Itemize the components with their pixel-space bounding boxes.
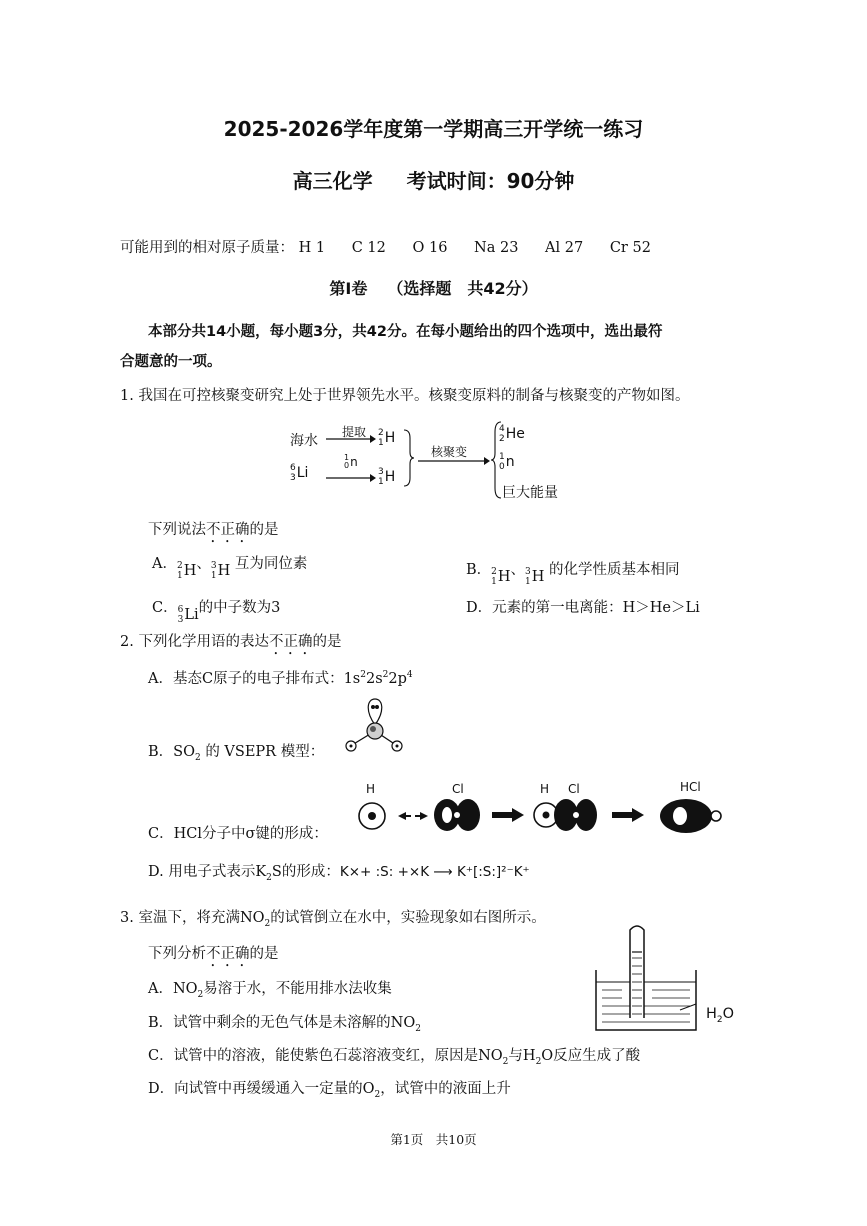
hcl-sigma-diagram xyxy=(352,780,732,836)
q1-option-c-label: C． xyxy=(152,600,178,616)
deuterium-mass: 2 xyxy=(378,428,384,438)
deuterium-symbol xyxy=(378,428,395,448)
q3-a-sub: 2 xyxy=(197,989,204,1000)
q3-prompt-emph: 不正确 xyxy=(206,946,250,962)
q1-option-a-label: A． xyxy=(152,556,177,572)
overlap-arrow-2 xyxy=(612,808,644,822)
q2-option-b[interactable] xyxy=(148,740,324,761)
q3-option-a[interactable] xyxy=(148,977,392,998)
q2-a-sup2: 2 xyxy=(382,670,389,681)
product-neutron-letter: n xyxy=(505,454,515,470)
atomic-mass-item: O 16 xyxy=(412,240,448,256)
hcl-label: HCl xyxy=(680,780,701,794)
q2-a-text: A．基态C原子的电子排布式：1s xyxy=(148,671,361,687)
neutron-atomic: 0 xyxy=(344,461,350,470)
atomic-mass-item: Cr 52 xyxy=(609,240,651,256)
beaker xyxy=(596,970,696,1030)
q1-option-b-label: B． xyxy=(466,562,492,578)
hcl-sigma-orbital xyxy=(658,796,724,834)
q2-option-a[interactable] xyxy=(148,667,413,688)
helium-letter: He xyxy=(505,426,525,442)
reactant-brace xyxy=(402,428,414,488)
water-label-sub: 2 xyxy=(716,1014,723,1025)
q1-option-c[interactable] xyxy=(152,596,280,625)
q1-option-d[interactable]: D．元素的第一电离能：H＞He＞Li xyxy=(466,600,700,616)
q1-option-c-tail: 的中子数为3 xyxy=(198,600,281,616)
q1-option-a[interactable]: A． 2 1 H 、 3 1 H 互为同位素 xyxy=(152,556,308,581)
q3-b-sub: 2 xyxy=(415,1023,421,1034)
exam-time: 考试时间：90分钟 xyxy=(406,169,575,193)
deuterium-atomic: 1 xyxy=(378,438,384,448)
q3-prompt-pre: 下列分析 xyxy=(148,946,206,962)
cl-label: Cl xyxy=(452,782,464,796)
h-label: H xyxy=(366,782,376,796)
q1-b-h2-letter: H xyxy=(497,569,511,585)
exam-title: 2025-2026学年度第一学期高三开学统一练习 xyxy=(223,117,644,141)
oxygen-core xyxy=(396,745,399,748)
q2-a-sup3: 4 xyxy=(406,670,413,681)
exam-subtitle xyxy=(0,165,867,194)
q3-c-sub: 2 xyxy=(502,1056,509,1067)
q1-option-c-lithium xyxy=(178,605,199,625)
product-neutron-symbol xyxy=(499,452,515,472)
lithium-mass: 6 xyxy=(290,463,296,473)
water-label-pointer xyxy=(680,1004,696,1010)
lithium-symbol xyxy=(290,463,308,483)
atomic-masses-label: 可能用到的相对原子质量： xyxy=(120,240,294,256)
q2-stem-emph: 不正确 xyxy=(268,634,313,650)
q2-b-sub: 2 xyxy=(194,752,201,763)
seawater-label: 海水 xyxy=(290,433,318,449)
fusion-arrow xyxy=(418,456,490,466)
section-subtitle: （选择题 共42分） xyxy=(387,279,538,298)
q1-a-h2-atomic: 1 xyxy=(176,571,183,581)
q3-stem xyxy=(120,906,546,927)
cl-label-overlap: Cl xyxy=(568,782,580,796)
q2-option-d[interactable] xyxy=(148,860,530,881)
atomic-mass-item: H 1 xyxy=(298,240,326,256)
oxygen-core xyxy=(350,745,353,748)
q2-a-mid2: 2p xyxy=(388,671,407,687)
q1-b-h2-mass: 2 xyxy=(491,567,497,577)
q1-option-b-deuterium xyxy=(491,567,510,587)
q2-stem-post: 的是 xyxy=(312,634,342,650)
q2-stem xyxy=(120,630,341,658)
q1-a-h2-letter: H xyxy=(183,563,197,579)
subject-name: 高三化学 xyxy=(292,169,373,193)
overlap-arrow-1 xyxy=(492,808,524,822)
q1-option-a-tail: 互为同位素 xyxy=(234,556,308,572)
energy-label: 巨大能量 xyxy=(502,485,558,501)
q3-d-pre: D．向试管中再缓缓通入一定量的O xyxy=(148,1081,375,1097)
lithium-atomic: 3 xyxy=(290,473,296,483)
q3-c-sub2: 2 xyxy=(535,1056,542,1067)
cl-orbital xyxy=(432,796,482,834)
q1-b-h3-atomic: 1 xyxy=(525,577,531,587)
q1-option-b-tail: 的化学性质基本相同 xyxy=(549,562,680,578)
q2-b-pre: B．SO xyxy=(148,744,195,760)
atomic-mass-item: Al 27 xyxy=(545,240,584,256)
q2-a-mid1: 2s xyxy=(365,671,383,687)
q1-prompt-post: 的是 xyxy=(249,522,279,538)
neutron-mass: 1 xyxy=(344,453,350,462)
neutron-symbol xyxy=(344,454,358,470)
q1-fusion-diagram xyxy=(286,418,586,503)
page-number: 第1页 共10页 xyxy=(390,1132,477,1147)
lithium-letter: Li xyxy=(296,465,309,481)
q3-c-mid: 与H xyxy=(508,1048,536,1064)
q3-option-b[interactable] xyxy=(148,1011,421,1032)
q3-option-c[interactable] xyxy=(148,1044,640,1065)
test-tube xyxy=(630,926,644,1018)
so2-vsepr-model xyxy=(340,695,410,757)
section-instructions-1: 本部分共14小题，每小题3分，共42分。在每小题给出的四个选项中，选出最符 xyxy=(148,324,663,340)
q2-stem-pre: 2. 下列化学用语的表达 xyxy=(120,634,269,650)
atomic-mass-item: C 12 xyxy=(351,240,386,256)
q1-b-h3-mass: 3 xyxy=(525,567,531,577)
q3-d-sub: 2 xyxy=(374,1089,381,1100)
inverted-test-tube-apparatus xyxy=(592,920,712,1036)
q3-prompt-post: 的是 xyxy=(249,946,279,962)
q1-b-h3-letter: H xyxy=(531,569,545,585)
lone-pair-lobe xyxy=(368,699,382,725)
k2s-electron-formula: K×+ :S: +×K ⟶ K⁺[:S:]²⁻K⁺ xyxy=(339,864,530,880)
q1-option-a-tritium xyxy=(211,561,230,581)
q1-stem: 1. 我国在可控核聚变研究上处于世界领先水平。核聚变原料的制备与核聚变的产物如图。 xyxy=(120,388,690,404)
helium-atomic: 2 xyxy=(499,434,505,444)
tritium-letter: H xyxy=(384,469,396,485)
extract-arrow xyxy=(326,434,376,444)
neutron-letter: n xyxy=(350,455,358,469)
helium-mass: 4 xyxy=(499,424,505,434)
q1-option-b[interactable]: B． 2 1 H 、 3 1 H 的化学性质基本相同 xyxy=(466,562,680,587)
q1-option-a-deuterium xyxy=(177,561,196,581)
q2-d-pre: D. 用电子式表示K xyxy=(148,864,267,880)
q1-option-b-tritium xyxy=(525,567,544,587)
extract-label: 提取 xyxy=(342,425,367,439)
tritium-symbol xyxy=(378,467,395,487)
q1-c-li-letter: Li xyxy=(184,607,199,623)
tritium-mass: 3 xyxy=(378,467,384,477)
q3-prompt xyxy=(148,942,279,970)
section-heading xyxy=(0,276,867,299)
atomic-masses-line xyxy=(120,236,673,257)
sulfur-core xyxy=(370,726,376,732)
water-label xyxy=(706,1006,735,1025)
q3-a-post: 易溶于水，不能用排水法收集 xyxy=(203,981,392,997)
q2-d-sub: 2 xyxy=(266,872,272,883)
q1-c-li-atomic: 3 xyxy=(177,615,184,625)
helium-symbol xyxy=(499,424,525,444)
h-label-overlap: H xyxy=(540,782,550,796)
q1-a-h3-mass: 3 xyxy=(210,561,217,571)
lone-pair-dot xyxy=(375,705,379,709)
q2-d-post: S的形成： xyxy=(271,864,340,880)
atomic-mass-item: Na 23 xyxy=(474,240,519,256)
h-orbital xyxy=(356,798,392,834)
deuterium-letter: H xyxy=(384,430,396,446)
product-neutron-atomic: 0 xyxy=(499,462,505,472)
q1-a-h3-atomic: 1 xyxy=(210,571,217,581)
q1-b-h2-atomic: 1 xyxy=(491,577,497,587)
q3-c-post: O反应生成了酸 xyxy=(541,1048,641,1064)
q3-d-post: ，试管中的液面上升 xyxy=(380,1081,511,1097)
q3-stem-pre: 3. 室温下，将充满NO xyxy=(120,910,265,926)
q2-option-c[interactable]: C．HCl分子中σ键的形成： xyxy=(148,826,328,842)
q1-prompt-pre: 下列说法 xyxy=(148,522,206,538)
q3-b-pre: B．试管中剩余的无色气体是未溶解的NO xyxy=(148,1015,416,1031)
product-neutron-mass: 1 xyxy=(499,452,505,462)
water-hatching xyxy=(602,990,690,1022)
overlapping-orbitals xyxy=(532,796,598,834)
q1-a-h2-mass: 2 xyxy=(176,561,183,571)
water-label-h: H xyxy=(706,1006,717,1022)
q2-a-sup1: 2 xyxy=(360,670,366,681)
q1-c-li-mass: 6 xyxy=(177,605,184,615)
water-label-o: O xyxy=(722,1006,735,1022)
section-title: 第Ⅰ卷 xyxy=(329,279,368,298)
fusion-label: 核聚变 xyxy=(431,445,468,459)
tritium-atomic: 1 xyxy=(378,477,384,487)
approach-arrows xyxy=(398,810,428,822)
q1-prompt-emph: 不正确 xyxy=(206,522,250,538)
q2-b-post: 的 VSEPR 模型： xyxy=(200,744,325,760)
lone-pair-dot xyxy=(371,705,375,709)
q3-option-d[interactable] xyxy=(148,1077,511,1098)
q1-prompt xyxy=(148,518,279,546)
q3-a-pre: A．NO xyxy=(148,981,198,997)
q3-stem-sub: 2 xyxy=(264,918,271,929)
q3-stem-post: 的试管倒立在水中，实验现象如右图所示。 xyxy=(270,910,546,926)
neutron-arrow xyxy=(326,473,376,483)
q3-c-pre: C．试管中的溶液，能使紫色石蕊溶液变红，原因是NO xyxy=(148,1048,503,1064)
q1-a-h3-letter: H xyxy=(217,563,231,579)
section-instructions-2: 合题意的一项。 xyxy=(120,354,222,370)
